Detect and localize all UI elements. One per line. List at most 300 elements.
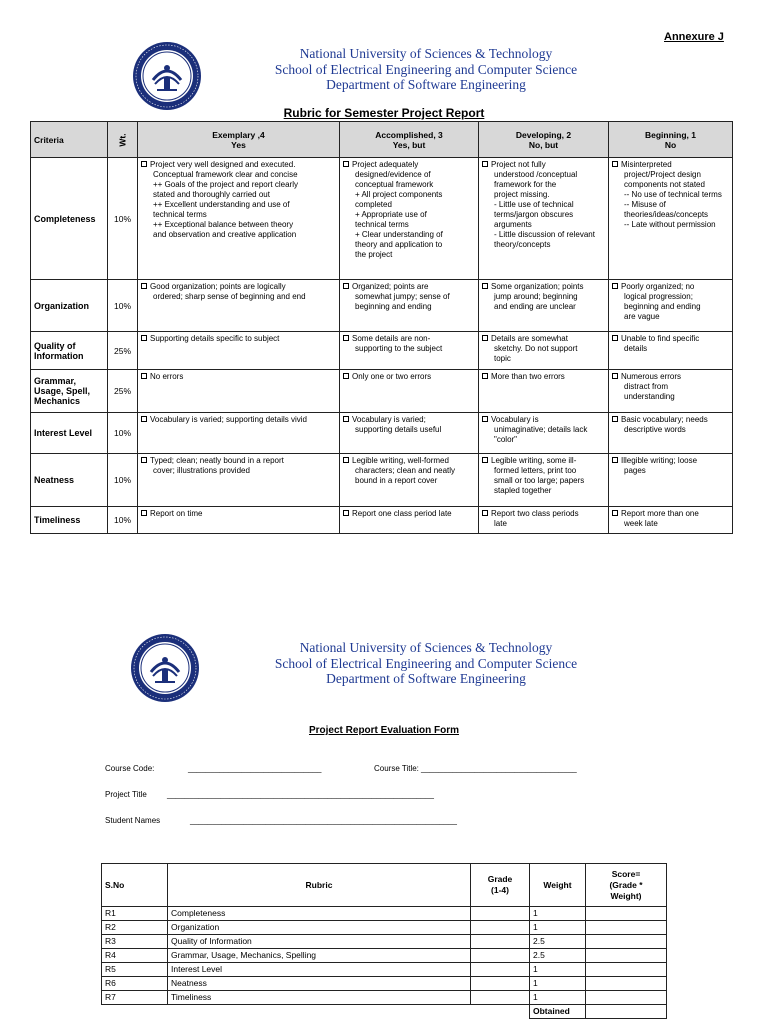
checkbox-icon[interactable] [612, 457, 618, 463]
checkbox-icon[interactable] [141, 161, 147, 167]
eval-weight-cell: 1 [530, 921, 586, 935]
rubric-descriptor-text: theories/ideas/concepts [624, 210, 709, 219]
checkbox-icon[interactable] [482, 161, 488, 167]
eval-blank-cell [168, 1005, 471, 1019]
checkbox-icon[interactable] [343, 373, 349, 379]
rubric-descriptor-line [612, 210, 729, 220]
rubric-descriptor-line [141, 466, 336, 476]
eval-grade-cell[interactable] [471, 935, 530, 949]
eval-weight-cell: 2.5 [530, 949, 586, 963]
rubric-descriptor-text: Poorly organized; no [621, 282, 695, 291]
header-university-name: National University of Sciences & Technology [299, 46, 553, 61]
university-logo-2 [129, 632, 201, 704]
project-title-field[interactable]: ____________________________________________________________ [167, 790, 434, 799]
rubric-weight-cell: 25% [108, 370, 138, 413]
eval-sno-cell: R3 [102, 935, 168, 949]
rubric-criteria-cell: Timeliness [31, 507, 108, 534]
rubric-descriptor-line [612, 344, 729, 354]
checkbox-icon[interactable] [612, 510, 618, 516]
rubric-descriptor-line [612, 425, 729, 435]
rubric-descriptor-text: project missing. [494, 190, 550, 199]
developing-score: Developing, 2 [515, 129, 572, 140]
rubric-descriptor-line [141, 372, 336, 382]
score-header-line2: (Grade * [609, 879, 643, 890]
rubric-descriptor-line [343, 344, 475, 354]
header-school-name: School of Electrical Engineering and Computer Science [274, 61, 578, 77]
rubric-weight-cell: 25% [108, 332, 138, 370]
rubric-descriptor-text: beginning and ending [355, 302, 432, 311]
checkbox-icon[interactable] [612, 283, 618, 289]
rubric-descriptor-line [612, 519, 729, 529]
evaluation-row [102, 963, 667, 977]
rubric-descriptor-text: Unable to find specific [621, 334, 700, 343]
university-header [206, 46, 646, 93]
rubric-descriptor-line [482, 435, 605, 445]
eval-rubric-cell: Quality of Information [168, 935, 471, 949]
rubric-criteria-cell: Completeness [31, 158, 108, 280]
evaluation-row [102, 949, 667, 963]
developing-answer: No, but [528, 139, 559, 150]
evaluation-row [102, 935, 667, 949]
checkbox-icon[interactable] [482, 510, 488, 516]
rubric-descriptor-text: Conceptual framework clear and concise [153, 170, 298, 179]
rubric-descriptor-text: Some organization; points [491, 282, 584, 291]
rubric-accomplished-cell [340, 370, 479, 413]
rubric-descriptor-text: -- No use of technical terms [624, 190, 722, 199]
rubric-descriptor-line [612, 466, 729, 476]
eval-weight-cell: 2.5 [530, 935, 586, 949]
rubric-descriptor-line [482, 200, 605, 210]
evaluation-row [102, 907, 667, 921]
rubric-weight-cell: 10% [108, 454, 138, 507]
rubric-descriptor-line [482, 476, 605, 486]
checkbox-icon[interactable] [482, 373, 488, 379]
checkbox-icon[interactable] [343, 283, 349, 289]
rubric-accomplished-cell [340, 454, 479, 507]
rubric-descriptor-text: unimaginative; details lack [494, 425, 588, 434]
rubric-exemplary-cell [138, 332, 340, 370]
rubric-descriptor-text: ++ Excellent understanding and use of [153, 200, 290, 209]
rubric-descriptor-line [612, 415, 729, 425]
checkbox-icon[interactable] [612, 416, 618, 422]
rubric-exemplary-cell [138, 158, 340, 280]
rubric-descriptor-text: ++ Exceptional balance between theory [153, 220, 294, 229]
rubric-descriptor-line [141, 456, 336, 466]
eval-header-score [586, 864, 667, 907]
rubric-criteria-cell: Organization [31, 280, 108, 332]
rubric-descriptor-text: - Little discussion of relevant [494, 230, 595, 239]
rubric-exemplary-cell [138, 280, 340, 332]
beginning-score: Beginning, 1 [645, 129, 696, 140]
rubric-row [31, 507, 733, 534]
rubric-descriptor-line [482, 415, 605, 425]
rubric-descriptor-line [141, 334, 336, 344]
beginning-answer: No [664, 139, 677, 150]
weight-header-text: Wt. [117, 132, 128, 147]
rubric-descriptor-line [141, 292, 336, 302]
header-department-name-2: Department of Software Engineering [326, 671, 526, 686]
rubric-descriptor-text: topic [494, 354, 511, 363]
rubric-descriptor-line [482, 170, 605, 180]
exemplary-answer: Yes [231, 139, 246, 150]
evaluation-row [102, 991, 667, 1005]
rubric-descriptor-line [141, 415, 336, 425]
rubric-descriptor-text: Only one or two errors [352, 372, 432, 381]
checkbox-icon[interactable] [141, 510, 147, 516]
rubric-descriptor-text: sketchy. Do not support [494, 344, 578, 353]
rubric-descriptor-line [141, 282, 336, 292]
rubric-descriptor-text: somewhat jumpy; sense of [355, 292, 450, 301]
eval-grade-cell[interactable] [471, 991, 530, 1005]
rubric-descriptor-text: + All project components [355, 190, 443, 199]
rubric-descriptor-line [612, 292, 729, 302]
rubric-descriptor-line [343, 230, 475, 240]
eval-rubric-cell: Organization [168, 921, 471, 935]
rubric-descriptor-line [482, 372, 605, 382]
rubric-descriptor-text: Vocabulary is varied; supporting details vivid [150, 415, 307, 424]
evaluation-form-title: Project Report Evaluation Form [308, 725, 460, 736]
eval-score-cell[interactable] [586, 991, 667, 1005]
rubric-descriptor-text: Project not fully [491, 160, 546, 169]
evaluation-obtained-row [102, 1005, 667, 1019]
annexure-label: Annexure J [664, 31, 724, 43]
rubric-criteria-cell: Neatness [31, 454, 108, 507]
rubric-descriptor-text: + Clear understanding of [355, 230, 443, 239]
rubric-descriptor-line [343, 509, 475, 519]
rubric-descriptor-line [141, 180, 336, 190]
rubric-header-accomplished [340, 122, 479, 158]
rubric-weight-cell: 10% [108, 158, 138, 280]
rubric-descriptor-text: Legible writing, well-formed [352, 456, 449, 465]
rubric-descriptor-line [343, 415, 475, 425]
checkbox-icon[interactable] [482, 416, 488, 422]
rubric-descriptor-text: stapled together [494, 486, 552, 495]
rubric-exemplary-cell [138, 370, 340, 413]
rubric-descriptor-text: Report on time [150, 509, 203, 518]
rubric-row [31, 332, 733, 370]
rubric-descriptor-text: completed [355, 200, 392, 209]
rubric-descriptor-text: -- Misuse of [624, 200, 666, 209]
rubric-descriptor-line [141, 230, 336, 240]
rubric-descriptor-text: ++ Goals of the project and report clearly [153, 180, 298, 189]
rubric-descriptor-line [612, 180, 729, 190]
rubric-descriptor-text: Report more than one [621, 509, 699, 518]
rubric-header-beginning [609, 122, 733, 158]
rubric-descriptor-line [482, 354, 605, 364]
university-logo [131, 40, 203, 112]
checkbox-icon[interactable] [343, 416, 349, 422]
checkbox-icon[interactable] [141, 457, 147, 463]
rubric-descriptor-line [343, 282, 475, 292]
eval-sno-cell: R4 [102, 949, 168, 963]
rubric-descriptor-line [482, 486, 605, 496]
eval-rubric-cell: Grammar, Usage, Mechanics, Spelling [168, 949, 471, 963]
course-code-label: Course Code: [105, 764, 155, 773]
eval-grade-cell[interactable] [471, 977, 530, 991]
rubric-header-criteria: Criteria [31, 122, 108, 158]
rubric-descriptor-text: Illegible writing; loose [621, 456, 698, 465]
rubric-descriptor-text: Project adequately [352, 160, 419, 169]
rubric-descriptor-line [482, 302, 605, 312]
eval-grade-cell[interactable] [471, 949, 530, 963]
rubric-descriptor-line [482, 190, 605, 200]
rubric-descriptor-line [612, 200, 729, 210]
rubric-developing-cell [479, 158, 609, 280]
rubric-descriptor-text: No errors [150, 372, 184, 381]
eval-header-grade [471, 864, 530, 907]
rubric-descriptor-line [482, 519, 605, 529]
accomplished-answer: Yes, but [392, 139, 426, 150]
eval-score-cell[interactable] [586, 907, 667, 921]
eval-rubric-cell: Completeness [168, 907, 471, 921]
rubric-descriptor-text: Good organization; points are logically [150, 282, 286, 291]
rubric-descriptor-text: "color" [494, 435, 518, 444]
eval-sno-cell: R5 [102, 963, 168, 977]
checkbox-icon[interactable] [343, 510, 349, 516]
rubric-beginning-cell [609, 332, 733, 370]
rubric-beginning-cell [609, 507, 733, 534]
rubric-weight-cell: 10% [108, 280, 138, 332]
rubric-accomplished-cell [340, 158, 479, 280]
rubric-descriptor-line [612, 382, 729, 392]
eval-sno-cell: R7 [102, 991, 168, 1005]
grade-header-line1: Grade [487, 874, 513, 884]
rubric-descriptor-text: Details are somewhat [491, 334, 568, 343]
rubric-header-exemplary [138, 122, 340, 158]
rubric-descriptor-line [482, 466, 605, 476]
eval-score-cell[interactable] [586, 949, 667, 963]
rubric-descriptor-line [343, 250, 475, 260]
rubric-descriptor-text: technical terms [355, 220, 409, 229]
eval-rubric-cell: Timeliness [168, 991, 471, 1005]
rubric-descriptor-line [612, 312, 729, 322]
checkbox-icon[interactable] [343, 161, 349, 167]
eval-score-cell[interactable] [586, 935, 667, 949]
checkbox-icon[interactable] [612, 335, 618, 341]
rubric-descriptor-line [343, 190, 475, 200]
rubric-descriptor-line [343, 220, 475, 230]
eval-grade-cell[interactable] [471, 963, 530, 977]
eval-header-weight: Weight [530, 864, 586, 907]
rubric-descriptor-text: pages [624, 466, 646, 475]
eval-score-cell[interactable] [586, 963, 667, 977]
evaluation-header-row [102, 864, 667, 907]
course-code-field[interactable]: ______________________________ [188, 764, 322, 773]
checkbox-icon[interactable] [482, 335, 488, 341]
rubric-criteria-cell: Grammar, Usage, Spell, Mechanics [31, 370, 108, 413]
checkbox-icon[interactable] [482, 457, 488, 463]
rubric-descriptor-line [612, 190, 729, 200]
rubric-descriptor-line [612, 392, 729, 402]
university-header-2 [206, 640, 646, 687]
course-title-field[interactable]: ___________________________________ [421, 764, 577, 773]
rubric-beginning-cell [609, 454, 733, 507]
rubric-descriptor-text: Misinterpreted [621, 160, 672, 169]
rubric-title: Rubric for Semester Project Report [283, 106, 485, 120]
rubric-descriptor-line [343, 334, 475, 344]
rubric-descriptor-text: stated and thoroughly carried out [153, 190, 270, 199]
evaluation-row [102, 921, 667, 935]
checkbox-icon[interactable] [141, 416, 147, 422]
rubric-accomplished-cell [340, 413, 479, 454]
rubric-descriptor-text: Project very well designed and executed. [150, 160, 296, 169]
eval-sno-cell: R2 [102, 921, 168, 935]
eval-grade-cell[interactable] [471, 921, 530, 935]
rubric-descriptor-text: Supporting details specific to subject [150, 334, 280, 343]
rubric-descriptor-text: distract from [624, 382, 669, 391]
rubric-descriptor-text: details [624, 344, 648, 353]
eval-rubric-cell: Interest Level [168, 963, 471, 977]
checkbox-icon[interactable] [482, 283, 488, 289]
rubric-descriptor-line [141, 160, 336, 170]
rubric-descriptor-line [141, 509, 336, 519]
rubric-descriptor-text: descriptive words [624, 425, 686, 434]
rubric-descriptor-text: technical terms [153, 210, 207, 219]
eval-obtained-score-cell[interactable] [586, 1005, 667, 1019]
rubric-descriptor-line [612, 170, 729, 180]
rubric-descriptor-text: designed/evidence of [355, 170, 431, 179]
rubric-header-weight [108, 122, 138, 158]
eval-header-sno: S.No [102, 864, 168, 907]
rubric-descriptor-text: understanding [624, 392, 675, 401]
rubric-descriptor-line [612, 160, 729, 170]
rubric-descriptor-text: Numerous errors [621, 372, 682, 381]
rubric-descriptor-text: Legible writing, some ill- [491, 456, 577, 465]
header-department-name: Department of Software Engineering [326, 77, 526, 92]
checkbox-icon[interactable] [141, 335, 147, 341]
rubric-descriptor-text: ordered; sharp sense of beginning and end [153, 292, 306, 301]
rubric-descriptor-line [482, 210, 605, 220]
header-school-name-2: School of Electrical Engineering and Computer Science [274, 655, 578, 671]
checkbox-icon[interactable] [343, 335, 349, 341]
rubric-descriptor-line [482, 180, 605, 190]
rubric-descriptor-line [141, 190, 336, 200]
rubric-descriptor-text: jump around; beginning [494, 292, 578, 301]
rubric-descriptor-line [612, 456, 729, 466]
rubric-descriptor-line [343, 476, 475, 486]
rubric-descriptor-line [482, 282, 605, 292]
rubric-descriptor-line [612, 334, 729, 344]
rubric-row [31, 413, 733, 454]
rubric-descriptor-text: and observation and creative application [153, 230, 297, 239]
checkbox-icon[interactable] [141, 283, 147, 289]
eval-header-rubric: Rubric [168, 864, 471, 907]
accomplished-score: Accomplished, 3 [375, 129, 443, 140]
rubric-descriptor-text: the project [355, 250, 393, 259]
rubric-descriptor-text: Some details are non- [352, 334, 431, 343]
rubric-descriptor-line [612, 302, 729, 312]
rubric-developing-cell [479, 370, 609, 413]
rubric-descriptor-text: Organized; points are [352, 282, 429, 291]
evaluation-table [101, 863, 667, 1019]
eval-score-cell[interactable] [586, 921, 667, 935]
eval-score-cell[interactable] [586, 977, 667, 991]
eval-rubric-cell: Neatness [168, 977, 471, 991]
rubric-descriptor-text: understood /conceptual [494, 170, 578, 179]
rubric-descriptor-text: + Appropriate use of [355, 210, 427, 219]
rubric-descriptor-text: Vocabulary is varied; [352, 415, 426, 424]
rubric-descriptor-line [482, 160, 605, 170]
rubric-developing-cell [479, 280, 609, 332]
checkbox-icon[interactable] [612, 373, 618, 379]
rubric-developing-cell [479, 507, 609, 534]
rubric-descriptor-text: terms/jargon obscures [494, 210, 574, 219]
eval-weight-cell: 1 [530, 963, 586, 977]
rubric-descriptor-text: small or too large; papers [494, 476, 585, 485]
rubric-descriptor-line [482, 240, 605, 250]
student-names-label: Student Names [105, 816, 161, 825]
eval-weight-cell: 1 [530, 991, 586, 1005]
rubric-beginning-cell [609, 158, 733, 280]
rubric-descriptor-text: beginning and ending [624, 302, 701, 311]
rubric-descriptor-text: bound in a report cover [355, 476, 438, 485]
rubric-descriptor-text: Report two class periods [491, 509, 579, 518]
rubric-descriptor-line [482, 334, 605, 344]
rubric-descriptor-text: Vocabulary is [491, 415, 539, 424]
rubric-descriptor-text: logical progression; [624, 292, 693, 301]
rubric-descriptor-line [482, 220, 605, 230]
rubric-descriptor-line [482, 425, 605, 435]
rubric-beginning-cell [609, 413, 733, 454]
rubric-descriptor-line [343, 425, 475, 435]
rubric-descriptor-text: Typed; clean; neatly bound in a report [150, 456, 284, 465]
rubric-descriptor-line [343, 372, 475, 382]
checkbox-icon[interactable] [343, 457, 349, 463]
rubric-descriptor-text: supporting to the subject [355, 344, 443, 353]
rubric-descriptor-line [343, 200, 475, 210]
rubric-descriptor-text: More than two errors [491, 372, 565, 381]
score-header-line1: Score= [611, 868, 641, 879]
evaluation-row [102, 977, 667, 991]
rubric-row [31, 370, 733, 413]
rubric-beginning-cell [609, 280, 733, 332]
rubric-descriptor-text: components not stated [624, 180, 705, 189]
eval-grade-cell[interactable] [471, 907, 530, 921]
header-university-name-2: National University of Sciences & Technology [299, 640, 553, 655]
rubric-descriptor-text: supporting details useful [355, 425, 442, 434]
rubric-descriptor-text: are vague [624, 312, 660, 321]
rubric-descriptor-line [343, 302, 475, 312]
rubric-row [31, 158, 733, 280]
rubric-descriptor-text: cover; illustrations provided [153, 466, 250, 475]
eval-blank-cell [102, 1005, 168, 1019]
rubric-descriptor-line [612, 509, 729, 519]
rubric-accomplished-cell [340, 280, 479, 332]
rubric-table [30, 121, 733, 534]
checkbox-icon[interactable] [612, 161, 618, 167]
rubric-descriptor-line [141, 200, 336, 210]
grade-header-line2: (1-4) [491, 885, 509, 895]
student-names-field[interactable]: ____________________________________________________________ [190, 816, 457, 825]
rubric-weight-cell: 10% [108, 413, 138, 454]
checkbox-icon[interactable] [141, 373, 147, 379]
eval-obtained-label: Obtained [530, 1005, 586, 1019]
rubric-descriptor-text: conceptual framework [355, 180, 434, 189]
rubric-descriptor-line [141, 170, 336, 180]
project-title-label: Project Title [105, 790, 147, 799]
rubric-header-row [31, 122, 733, 158]
rubric-criteria-cell: Quality of Information [31, 332, 108, 370]
rubric-descriptor-line [482, 344, 605, 354]
rubric-descriptor-text: framework for the [494, 180, 557, 189]
rubric-developing-cell [479, 413, 609, 454]
rubric-descriptor-line [612, 220, 729, 230]
rubric-descriptor-line [612, 372, 729, 382]
rubric-descriptor-line [482, 292, 605, 302]
rubric-descriptor-line [141, 220, 336, 230]
rubric-descriptor-text: -- Late without permission [624, 220, 716, 229]
rubric-descriptor-line [343, 292, 475, 302]
